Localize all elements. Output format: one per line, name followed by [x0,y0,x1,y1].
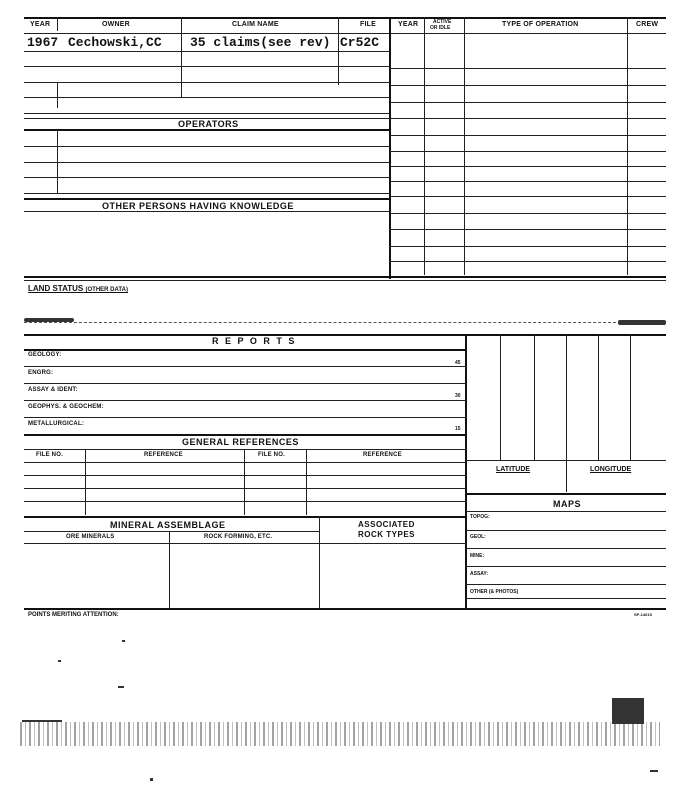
reports-geology: GEOLOGY: [28,352,62,358]
ref-row-line [24,475,466,476]
entry-owner: Cechowski,CC [68,35,162,50]
form-bottom-line [24,608,666,610]
right-row-line [390,118,666,119]
reports-metallurgical: METALLURGICAL: [28,421,85,427]
maps-row-line [466,566,666,567]
mineral-header-line [24,543,466,544]
ref-row-line [24,501,466,502]
col-divider-year [57,17,58,31]
grid-col-line [500,334,501,460]
right-row-line [390,213,666,214]
reports-title: R E P O R T S [212,336,297,346]
grid-col-line [534,334,535,460]
scan-noise-block [612,698,644,724]
maps-row-line [466,584,666,585]
associated-rock-1: ASSOCIATED [358,520,415,529]
reports-engrg: ENGRG: [28,370,54,376]
grid-col-line [566,334,567,492]
right-row-line [390,102,666,103]
other-persons-title: OTHER PERSONS HAVING KNOWLEDGE [102,201,294,211]
ink-smudge [618,320,666,325]
ref-col-divider [85,449,86,515]
scan-noise-dash [22,720,62,722]
mineral-col-divider [169,531,170,608]
ref-header-line [24,462,466,463]
maps-geol: GEOL: [470,534,486,540]
grid-col-line [598,334,599,460]
maps-row-line [466,530,666,531]
scan-noise-dot [650,770,658,772]
scan-noise-dot [58,660,61,662]
reports-row-line [24,383,466,384]
col-divider-owner [181,17,182,97]
header-year-2: YEAR [398,21,419,28]
entry-underline [24,51,390,52]
right-row-line [390,181,666,182]
entry-claim: 35 claims(see rev) [190,35,331,50]
reports-assay: ASSAY & IDENT: [28,387,78,393]
right-row-line [390,85,666,86]
general-references-title: GENERAL REFERENCES [182,437,299,447]
ink-smudge [24,318,74,322]
right-row-line [390,68,666,69]
points-meriting-attention: POINTS MERITING ATTENTION: [28,612,119,618]
right-row-line [390,261,666,262]
maps-assay: ASSAY: [470,571,489,577]
header-type-of-operation: TYPE OF OPERATION [502,21,579,28]
owner-row-tick [57,83,58,108]
right-row-line [390,166,666,167]
operator-col-divider [57,130,58,193]
header-owner: OWNER [102,21,130,28]
reports-top-line [24,334,666,336]
owner-row-line [24,82,390,83]
margin-number-15: 15 [455,426,461,432]
land-status-label: LAND STATUS (OTHER DATA) [28,284,128,293]
top-border [24,17,666,19]
reports-row-line [24,417,466,418]
ref-col-file-no-1: FILE NO. [36,452,63,458]
general-references-top [24,434,466,436]
operator-row-line [24,193,390,194]
center-divider [389,17,391,279]
scan-noise-dot [118,686,124,688]
grid-bottom-line [466,460,666,461]
reports-title-line [24,349,466,351]
operators-title-line [24,129,390,131]
form-number: SP-14615 [634,612,652,617]
header-year: YEAR [30,21,51,28]
ref-col-reference-2: REFERENCE [363,452,402,458]
maps-row-line [466,598,666,599]
scan-noise-strip [20,722,660,746]
header-crew: CREW [636,21,659,28]
mineral-assemblage-title: MINERAL ASSEMBLAGE [110,520,226,530]
land-status-dashed-line [24,322,666,323]
scan-noise-dot [122,640,125,642]
other-persons-top-line [24,198,390,200]
header-active: ACTIVE [433,19,452,25]
operator-row-line [24,177,390,178]
maps-topog: TOPOG: [470,514,490,520]
header-claim-name: CLAIM NAME [232,21,279,28]
reports-row-line [24,366,466,367]
reports-geophys: GEOPHYS. & GEOCHEM: [28,404,104,410]
ref-col-file-no-2: FILE NO. [258,452,285,458]
mineral-title-line [24,531,319,532]
top-table-bottom-2 [24,280,666,281]
col-divider-year2 [424,17,425,275]
grid-col-line [630,334,631,460]
ref-col-reference-1: REFERENCE [144,452,183,458]
col-divider-claim [338,17,339,85]
ref-row-line [24,488,466,489]
maps-mine: MINE: [470,553,485,559]
entry-file: Cr52C [340,35,380,50]
col-divider-crew [627,17,628,275]
general-references-title-line [24,449,466,450]
ref-col-divider [306,449,307,515]
owner-row-line [24,66,390,67]
maps-row-line [466,548,666,549]
ore-minerals-col: ORE MINERALS [66,534,115,540]
owner-row-line [24,113,390,114]
owner-row-line [24,97,390,98]
entry-year: 1967 [27,35,59,50]
longitude-label: LONGITUDE [590,466,632,473]
latitude-label: LATITUDE [496,466,531,473]
maps-top [466,493,666,495]
right-row-line [390,229,666,230]
maps-other: OTHER (& PHOTOS) [470,589,519,595]
col-divider-active [464,17,465,275]
margin-number-45: 45 [455,360,461,366]
operator-row-line [24,146,390,147]
right-row-line [390,151,666,152]
header-bottom-line [24,33,666,34]
operators-title: OPERATORS [178,119,239,129]
other-persons-title-line [24,211,390,212]
mineral-divider [319,516,320,608]
header-or-idle: OR IDLE [430,25,451,31]
operator-row-line [24,162,390,163]
header-file: FILE [360,21,376,28]
top-table-bottom [24,276,666,278]
margin-number-30: 30 [455,393,461,399]
maps-title: MAPS [553,499,582,509]
mineral-top [24,516,466,518]
reports-row-line [24,400,466,401]
maps-title-line [466,511,666,512]
ref-col-divider [244,449,245,515]
right-row-line [390,135,666,136]
rock-forming-col: ROCK FORMING, ETC. [204,534,273,540]
scan-noise-dot [150,778,153,781]
right-row-line [390,196,666,197]
right-row-line [390,246,666,247]
associated-rock-2: ROCK TYPES [358,530,416,539]
